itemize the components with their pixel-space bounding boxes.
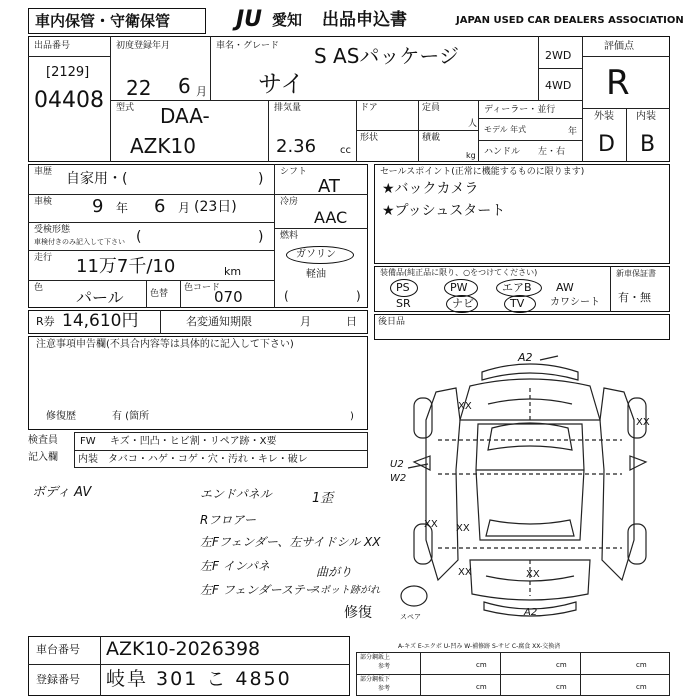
model-1: DAA- <box>160 104 210 128</box>
ref-label-2: 参考 <box>378 685 391 692</box>
inspection-note-8: 左F フェンダーステー <box>200 583 317 597</box>
ju-logo: JU <box>236 7 263 32</box>
ac-label: 冷房 <box>280 197 299 207</box>
cm-3: cm <box>636 661 647 669</box>
equip-pw: PW <box>450 281 468 294</box>
xx-mark-3: XX <box>424 519 438 530</box>
color-code: 070 <box>214 288 243 306</box>
car-name: サイ <box>258 70 305 98</box>
fuel-label: 燃料 <box>280 231 299 241</box>
warranty-label: 新車保証書 <box>616 269 656 278</box>
plate-label: 登録番号 <box>36 673 80 686</box>
equip-leather: カワシート <box>550 297 600 308</box>
header-org: 愛知 <box>272 11 303 29</box>
score-value: R <box>606 63 630 103</box>
use-close: ) <box>258 171 264 187</box>
header-left-box <box>28 8 206 34</box>
header-left-title: 車内保管・守衛保管 <box>35 12 171 30</box>
tax-value: 14,610円 <box>62 311 139 331</box>
inspector-label-2: 記入欄 <box>28 452 58 463</box>
use-value: 自家用・( <box>66 171 128 187</box>
fuel-gasoline: ガソリン <box>296 249 336 260</box>
equipment-label: 装備品(純正品に限り、○をつけてください) <box>380 268 538 277</box>
int-score: B <box>640 132 656 157</box>
damage-mark-top: A2 <box>518 351 533 364</box>
reg-month-unit: 月 <box>196 85 207 98</box>
insp-month: 6 <box>154 196 166 217</box>
circle-ps <box>390 279 418 297</box>
cm-6: cm <box>636 683 647 691</box>
xx-mark-4: XX <box>456 523 470 534</box>
after-frame <box>374 314 670 340</box>
insp-month-unit: 月 <box>178 201 191 215</box>
score-label: 評価点 <box>604 41 634 52</box>
mileage-unit: km <box>224 265 242 278</box>
header-org-en: JAPAN USED CAR DEALERS ASSOCIATION <box>456 15 684 26</box>
insp-year: 9 <box>92 196 104 217</box>
model-2: AZK10 <box>130 134 196 158</box>
inspector-label-1: 検査員 <box>28 435 58 446</box>
capacity-unit: 人 <box>468 119 478 129</box>
equip-sr: SR <box>396 297 411 310</box>
reg-month: 6 <box>178 74 191 98</box>
interior-items: タバコ・ハゲ・コゲ・穴・汚れ・キレ・破レ <box>108 454 308 465</box>
repair-value: 有 (箇所 <box>112 411 150 422</box>
listing-number-label: 出品番号 <box>34 41 71 51</box>
inspection-note-2: エンドパネル <box>200 487 272 501</box>
mileage-label: 走行 <box>34 253 53 263</box>
equip-aw: AW <box>556 281 574 294</box>
transfer-day: 日 <box>346 315 357 328</box>
model-year-label: モデル 年式 <box>484 125 527 134</box>
capacity-label: 定員 <box>422 103 441 113</box>
listing-number: 04408 <box>34 88 104 113</box>
handle-value: 左・右 <box>538 147 566 157</box>
tax-label: R券 <box>36 315 55 328</box>
chassis-label: 車台番号 <box>36 643 80 656</box>
sales-label: セールスポイント(正常に機能するものに限ります) <box>380 167 585 177</box>
inspection-note-7: 曲がり <box>316 565 353 579</box>
equip-tv: TV <box>510 297 525 310</box>
model-label: 型式 <box>116 103 135 113</box>
inspection-note-3: 1歪 <box>312 491 334 506</box>
mileage-value: 11万7千/10 <box>76 256 176 277</box>
inspection-label: 車検 <box>34 197 53 207</box>
xx-mark-6: XX <box>526 569 540 580</box>
handle-label: ハンドル <box>484 147 521 157</box>
circle-tv <box>504 295 536 313</box>
inspection-note-1: ボディ AV <box>32 485 92 500</box>
header-form-title: 出品申込書 <box>322 10 407 30</box>
shift-value: AT <box>318 176 340 197</box>
cm-2: cm <box>556 661 567 669</box>
ref-label-1: 参考 <box>378 663 391 670</box>
listing-sub-number: [2129] <box>46 65 90 80</box>
circle-navi <box>446 295 478 313</box>
sales-point-1: ★バックカメラ <box>382 181 479 197</box>
year-unit: 年 <box>568 127 578 137</box>
load-label: 積載 <box>422 133 441 143</box>
insp-day: (23日) <box>194 199 237 215</box>
damage-mark-w2: W2 <box>390 473 407 484</box>
int-label: 内装 <box>636 111 656 122</box>
modify-label: 受検形態 <box>34 225 71 235</box>
insp-year-unit: 年 <box>116 201 129 215</box>
repair-close: ) <box>350 411 354 422</box>
fw-label: FW <box>80 436 96 447</box>
damage-mark-bottom: A2 <box>524 607 538 618</box>
fuel-other: ( <box>284 289 289 303</box>
color-label: 色 <box>34 283 44 293</box>
rear-floor-label: 部分鋼鈑上 <box>360 654 391 661</box>
inspection-note-6: 左F インパネ <box>200 559 270 573</box>
cm-4: cm <box>476 683 487 691</box>
modify-note: 車検付きのみ記入して下さい <box>34 238 125 246</box>
load-unit: kg <box>466 151 476 160</box>
modify-close: ) <box>258 229 264 245</box>
shape-label: 形状 <box>360 133 379 143</box>
inspection-note-10: 修復 <box>344 605 372 621</box>
after-label: 後日品 <box>378 317 406 327</box>
transfer-label: 名変通知期限 <box>186 315 252 328</box>
repair-label: 修復歴 <box>46 411 76 422</box>
interior-label: 内装 <box>78 454 98 465</box>
dealer-label: ディーラー・並行 <box>484 105 556 115</box>
equip-airbag: エアB <box>502 281 532 294</box>
drive-2wd: 2WD <box>545 49 572 62</box>
shift-label: シフト <box>280 167 308 177</box>
warranty-value: 有・無 <box>618 291 651 304</box>
reg-year: 22 <box>126 76 152 100</box>
equip-ps: PS <box>396 281 410 294</box>
notes-frame <box>28 336 368 430</box>
modify-value: ( <box>136 229 142 245</box>
disp-unit: cc <box>340 145 351 156</box>
color-change-label: 色替 <box>150 289 169 299</box>
ext-score: D <box>598 132 615 157</box>
cm-5: cm <box>556 683 567 691</box>
chassis-value: AZK10-2026398 <box>106 638 261 660</box>
drive-4wd: 4WD <box>545 79 572 92</box>
equip-navi: ナビ <box>452 297 474 310</box>
inspection-note-4: Rフロアー <box>200 513 256 527</box>
notes-title: 注意事項申告欄(不具合内容等は具体的に記入して下さい) <box>36 339 294 350</box>
xx-mark-2: XX <box>636 417 650 428</box>
damage-legend: A-キズ E-エクボ U-凹み W-補修跡 S-サビ C-腐食 XX-交換済 <box>398 643 561 650</box>
xx-mark-5: XX <box>458 567 472 578</box>
spare-label: スペア <box>400 613 421 621</box>
reg-date-label: 初度登録年月 <box>116 41 171 51</box>
plate-value: 岐阜 301 こ 4850 <box>106 668 292 690</box>
chassis-floor-label: 部分鋼板下 <box>360 676 391 683</box>
fuel-diesel: 軽油 <box>306 269 326 280</box>
ext-label: 外装 <box>594 111 614 122</box>
color-value: パール <box>76 288 124 307</box>
use-label: 車歴 <box>34 167 53 177</box>
car-name-label: 車名・グレード <box>216 41 280 51</box>
cm-1: cm <box>476 661 487 669</box>
disp-label: 排気量 <box>274 103 302 113</box>
color-code-label: 色コード <box>184 283 221 293</box>
fuel-other-close: ) <box>356 289 361 303</box>
car-grade: S ASパッケージ <box>314 44 460 68</box>
inspection-note-5: 左Fフェンダー、左サイドシル XX <box>200 535 381 549</box>
fw-items: キズ・凹凸・ヒビ割・リペア跡・X要 <box>110 436 277 447</box>
xx-mark-1: XX <box>458 401 472 412</box>
door-label: ドア <box>360 103 378 113</box>
sales-point-2: ★プッシュスタート <box>382 203 506 219</box>
inspection-note-9: スポット跡がれ <box>310 585 380 596</box>
damage-mark-u2: U2 <box>390 459 404 470</box>
disp-value: 2.36 <box>276 136 317 157</box>
transfer-month: 月 <box>300 315 311 328</box>
ac-value: AAC <box>314 208 348 227</box>
